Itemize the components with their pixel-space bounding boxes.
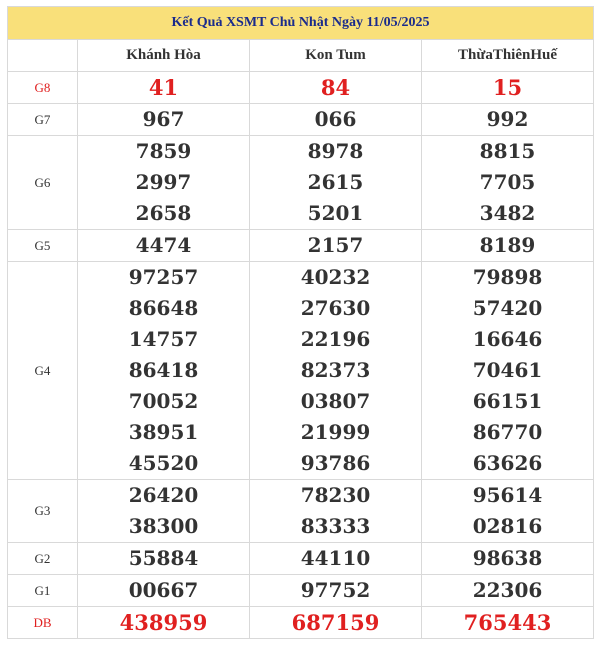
prize-row-g6 bbox=[8, 136, 594, 230]
prize-cell bbox=[422, 104, 594, 136]
province-header-1: Khánh Hòa bbox=[78, 40, 250, 72]
results-container bbox=[7, 6, 593, 639]
table-title: Kết Quả XSMT Chủ Nhật Ngày 11/05/2025 bbox=[8, 7, 594, 40]
prize-cell bbox=[78, 72, 250, 104]
prize-number: 84 bbox=[320, 75, 351, 100]
prize-number: 967 bbox=[142, 107, 185, 131]
prize-number: 992 bbox=[486, 107, 529, 131]
results-body bbox=[8, 72, 594, 639]
prize-number: 02816 bbox=[472, 514, 543, 538]
prize-number: 22306 bbox=[472, 578, 543, 602]
header-empty bbox=[8, 40, 78, 72]
prize-cell bbox=[78, 230, 250, 262]
prize-number: 03807 bbox=[300, 389, 371, 413]
prize-cell bbox=[250, 607, 422, 639]
prize-number: 7705 bbox=[479, 170, 536, 194]
prize-number: 2157 bbox=[307, 233, 364, 257]
prize-number: 26420 bbox=[128, 483, 199, 507]
prize-cell bbox=[250, 72, 422, 104]
prize-row-g7 bbox=[8, 104, 594, 136]
prize-number: 98638 bbox=[472, 546, 543, 570]
prize-number: 57420 bbox=[472, 296, 543, 320]
prize-cell bbox=[422, 607, 594, 639]
prize-label: DB bbox=[8, 607, 78, 639]
prize-number: 3482 bbox=[479, 201, 536, 225]
prize-number: 687159 bbox=[291, 610, 380, 635]
prize-number: 00667 bbox=[128, 578, 199, 602]
prize-number: 63626 bbox=[472, 451, 543, 475]
prize-number: 86418 bbox=[128, 358, 199, 382]
prize-number: 66151 bbox=[472, 389, 543, 413]
prize-cell bbox=[250, 543, 422, 575]
prize-number: 5201 bbox=[307, 201, 364, 225]
prize-label: G5 bbox=[8, 230, 78, 262]
prize-cell bbox=[78, 607, 250, 639]
prize-cell bbox=[422, 72, 594, 104]
prize-number: 79898 bbox=[472, 265, 543, 289]
prize-label: G3 bbox=[8, 480, 78, 543]
prize-cell bbox=[250, 104, 422, 136]
prize-label: G2 bbox=[8, 543, 78, 575]
prize-number: 93786 bbox=[300, 451, 371, 475]
prize-number: 8978 bbox=[307, 139, 364, 163]
prize-cell bbox=[250, 480, 422, 543]
prize-row-g1 bbox=[8, 575, 594, 607]
prize-number: 97257 bbox=[128, 265, 199, 289]
prize-number: 765443 bbox=[463, 610, 552, 635]
prize-cell bbox=[422, 262, 594, 480]
prize-number: 2615 bbox=[307, 170, 364, 194]
prize-number: 2658 bbox=[135, 201, 192, 225]
prize-number: 40232 bbox=[300, 265, 371, 289]
prize-cell bbox=[422, 230, 594, 262]
prize-row-db bbox=[8, 607, 594, 639]
prize-number: 45520 bbox=[128, 451, 199, 475]
prize-number: 7859 bbox=[135, 139, 192, 163]
prize-cell bbox=[422, 575, 594, 607]
prize-number: 78230 bbox=[300, 483, 371, 507]
prize-cell bbox=[78, 575, 250, 607]
prize-number: 16646 bbox=[472, 327, 543, 351]
prize-number: 82373 bbox=[300, 358, 371, 382]
prize-number: 44110 bbox=[300, 546, 371, 570]
prize-number: 14757 bbox=[128, 327, 199, 351]
prize-cell bbox=[422, 480, 594, 543]
prize-cell bbox=[250, 230, 422, 262]
prize-number: 95614 bbox=[472, 483, 543, 507]
prize-number: 15 bbox=[492, 75, 523, 100]
prize-cell bbox=[250, 575, 422, 607]
prize-cell bbox=[78, 480, 250, 543]
prize-number: 97752 bbox=[300, 578, 371, 602]
prize-row-g3 bbox=[8, 480, 594, 543]
prize-row-g2 bbox=[8, 543, 594, 575]
prize-row-g4 bbox=[8, 262, 594, 480]
prize-number: 55884 bbox=[128, 546, 199, 570]
prize-number: 27630 bbox=[300, 296, 371, 320]
prize-label: G8 bbox=[8, 72, 78, 104]
prize-row-g8 bbox=[8, 72, 594, 104]
prize-cell bbox=[250, 262, 422, 480]
prize-cell bbox=[250, 136, 422, 230]
prize-number: 38951 bbox=[128, 420, 199, 444]
prize-number: 86648 bbox=[128, 296, 199, 320]
prize-label: G6 bbox=[8, 136, 78, 230]
prize-label: G1 bbox=[8, 575, 78, 607]
prize-number: 8815 bbox=[479, 139, 536, 163]
prize-number: 8189 bbox=[479, 233, 536, 257]
prize-number: 22196 bbox=[300, 327, 371, 351]
prize-cell bbox=[422, 543, 594, 575]
prize-cell bbox=[78, 543, 250, 575]
prize-number: 70461 bbox=[472, 358, 543, 382]
prize-label: G4 bbox=[8, 262, 78, 480]
prize-number: 438959 bbox=[119, 610, 208, 635]
prize-label: G7 bbox=[8, 104, 78, 136]
prize-number: 4474 bbox=[135, 233, 192, 257]
prize-number: 70052 bbox=[128, 389, 199, 413]
prize-cell bbox=[422, 136, 594, 230]
prize-cell bbox=[78, 136, 250, 230]
province-header-3: ThừaThiênHuế bbox=[422, 40, 594, 72]
results-table bbox=[7, 6, 594, 639]
prize-row-g5 bbox=[8, 230, 594, 262]
prize-number: 066 bbox=[314, 107, 357, 131]
prize-number: 41 bbox=[148, 75, 179, 100]
prize-number: 86770 bbox=[472, 420, 543, 444]
header-row bbox=[8, 40, 594, 72]
prize-number: 38300 bbox=[128, 514, 199, 538]
prize-cell bbox=[78, 104, 250, 136]
prize-cell bbox=[78, 262, 250, 480]
prize-number: 2997 bbox=[135, 170, 192, 194]
province-header-2: Kon Tum bbox=[250, 40, 422, 72]
prize-number: 83333 bbox=[300, 514, 371, 538]
prize-number: 21999 bbox=[300, 420, 371, 444]
